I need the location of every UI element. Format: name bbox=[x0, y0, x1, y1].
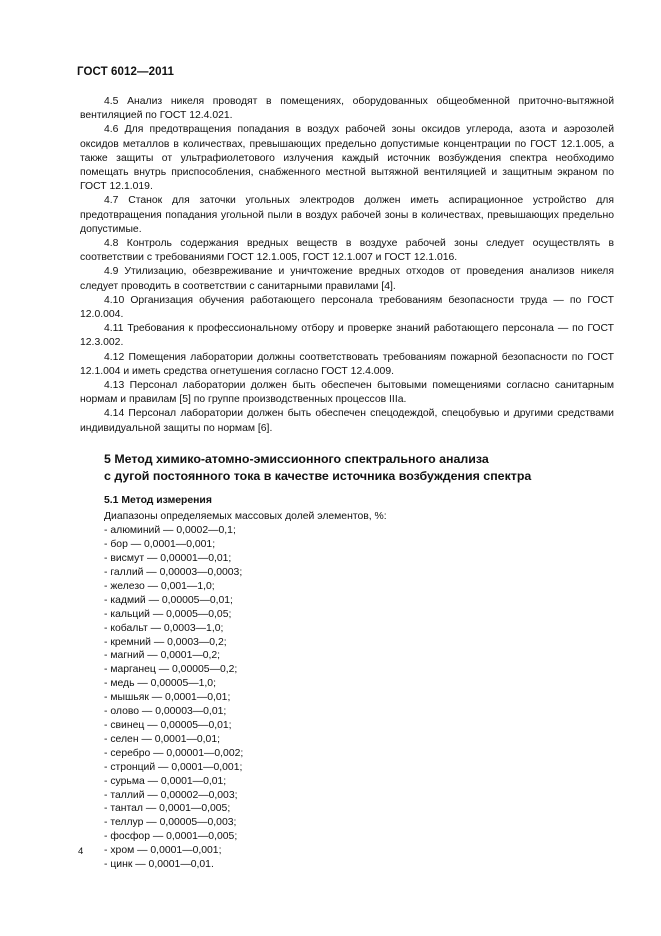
list-item: - мышьяк — 0,0001—0,01; bbox=[104, 692, 231, 704]
paragraph-4-11: 4.11 Требования к профессиональному отбору и проверке знаний работающего персонала — по ГОСТ 12.3.002. bbox=[80, 323, 614, 349]
list-item: - таллий — 0,00002—0,003; bbox=[104, 789, 238, 801]
paragraph-4-9: 4.9 Утилизацию, обезвреживание и уничтожение вредных отходов от проведения анализов никеля следует проводить в соответствии с санитарными правилами [4]. bbox=[80, 266, 614, 292]
paragraph-4-5: 4.5 Анализ никеля проводят в помещениях, оборудованных общеобменной приточно-вытяжной вентиляцией по ГОСТ 12.4.021. bbox=[80, 96, 614, 122]
paragraph-4-12: 4.12 Помещения лаборатории должны соответствовать требованиям пожарной безопасности по ГОСТ 12.1.004 и иметь средства огнетушения согласно ГОСТ 12.4.009. bbox=[80, 351, 614, 377]
list-item: - кадмий — 0,00005—0,01; bbox=[104, 594, 233, 606]
paragraph-4-14: 4.14 Персонал лаборатории должен быть обеспечен спецодеждой, спецобувью и другими средствами индивидуальной защиты по нормам [6]. bbox=[80, 408, 614, 434]
list-item: - сурьма — 0,0001—0,01; bbox=[104, 775, 227, 787]
list-item: - кремний — 0,0003—0,2; bbox=[104, 636, 227, 648]
ranges-intro: Диапазоны определяемых массовых долей элементов, %: bbox=[104, 511, 387, 523]
list-item: - цинк — 0,0001—0,01. bbox=[104, 859, 214, 871]
section-5-title-line-2: с дугой постоянного тока в качестве источника возбуждения спектра bbox=[104, 468, 532, 483]
list-item: - марганец — 0,00005—0,2; bbox=[104, 664, 238, 676]
list-item: - висмут — 0,00001—0,01; bbox=[104, 553, 232, 565]
paragraph-4-8: 4.8 Контроль содержания вредных веществ в воздухе рабочей зоны следует осуществлять в соответствии с требованиями ГОСТ 12.1.005, ГОСТ 12.1.007 и ГОСТ 12.1.016. bbox=[80, 238, 614, 264]
list-item: - кальций — 0,0005—0,05; bbox=[104, 608, 232, 620]
section-5-title-line-1: 5 Метод химико-атомно-эмиссионного спектрального анализа bbox=[104, 451, 489, 466]
list-item: - кобальт — 0,0003—1,0; bbox=[104, 622, 224, 634]
page-header-standard-number: ГОСТ 6012—2011 bbox=[77, 66, 174, 78]
paragraph-4-6: 4.6 Для предотвращения попадания в воздух рабочей зоны оксидов углерода, азота и аэрозолей оксидов металлов в количествах, превышающих предельно допустимые концентрации по ГОСТ 12.1.005, а также защиты от ультрафиолетового излучения каждый источник возбуждения спектра необходимо помещать внутрь приспособления, снабженного местной вытяжной вентиляцией и защитным экраном по ГОСТ 12.1.019. bbox=[80, 124, 614, 193]
subsection-5-1-title: 5.1 Метод измерения bbox=[104, 494, 212, 506]
paragraph-4-7: 4.7 Станок для заточки угольных электродов должен иметь аспирационное устройство для предотвращения попадания угольной пыли в воздух рабочей зоны в количествах, превышающих предельно допустимые. bbox=[80, 195, 614, 235]
list-item: - стронций — 0,0001—0,001; bbox=[104, 761, 243, 773]
section-5-title bbox=[104, 451, 614, 485]
document-body bbox=[80, 95, 614, 872]
list-item: - олово — 0,00003—0,01; bbox=[104, 706, 227, 718]
list-item: - селен — 0,0001—0,01; bbox=[104, 733, 221, 745]
paragraph-4-10: 4.10 Организация обучения работающего персонала требованиям безопасности труда — по ГОСТ 12.0.004. bbox=[80, 294, 614, 321]
list-item: - серебро — 0,00001—0,002; bbox=[104, 747, 244, 759]
list-item: - бор — 0,0001—0,001; bbox=[104, 539, 216, 551]
page-number: 4 bbox=[78, 846, 84, 857]
list-item: - теллур — 0,00005—0,003; bbox=[104, 817, 237, 829]
list-item: - свинец — 0,00005—0,01; bbox=[104, 719, 232, 731]
list-item: - медь — 0,00005—1,0; bbox=[104, 678, 216, 690]
list-item: - хром — 0,0001—0,001; bbox=[104, 845, 222, 857]
list-item: - магний — 0,0001—0,2; bbox=[104, 650, 221, 662]
list-item: - тантал — 0,0001—0,005; bbox=[104, 803, 231, 815]
list-item: - галлий — 0,00003—0,0003; bbox=[104, 567, 243, 578]
element-ranges-list bbox=[80, 524, 614, 872]
list-item: - фосфор — 0,0001—0,005; bbox=[104, 831, 238, 843]
list-item: - алюминий — 0,0002—0,1; bbox=[104, 525, 236, 537]
paragraph-4-13: 4.13 Персонал лаборатории должен быть обеспечен бытовыми помещениями согласно санитарным нормам и правилам [5] по группе производственных процессов IIIа. bbox=[80, 380, 614, 406]
list-item: - железо — 0,001—1,0; bbox=[104, 580, 215, 592]
